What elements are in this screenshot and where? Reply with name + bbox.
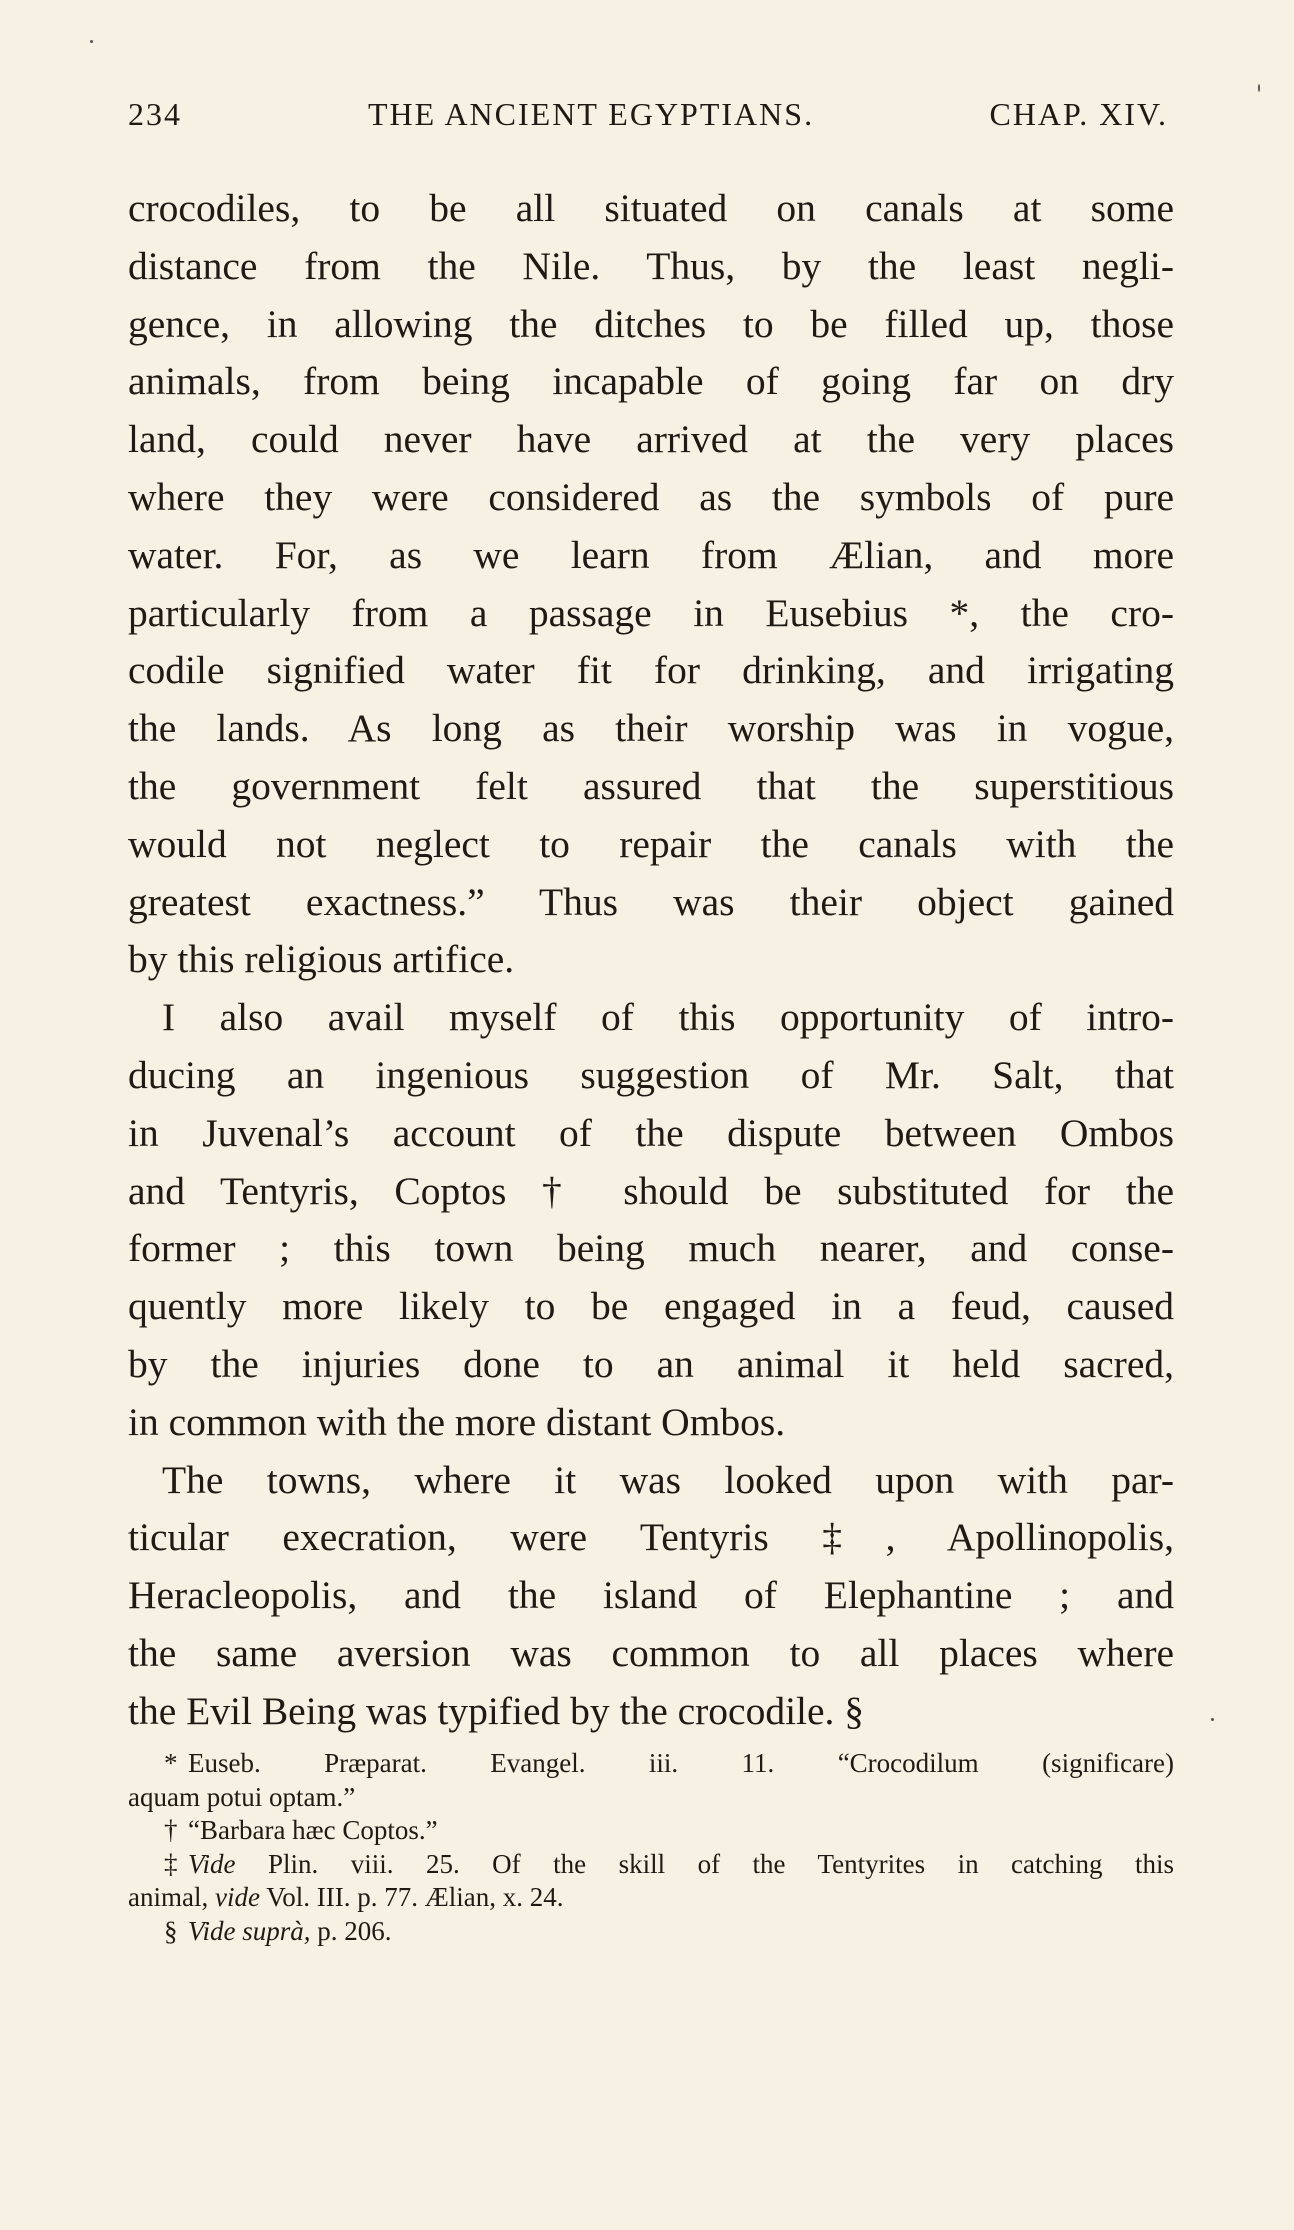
footnote-1 xyxy=(128,1747,1174,1781)
text-line: the Evil Being was typified by the crocodile. § xyxy=(128,1688,865,1733)
text-line: water. For, as we learn from Ælian, and more xyxy=(128,532,1174,577)
footnote-text: Vol. III. p. 77. Ælian, x. 24. xyxy=(259,1882,564,1912)
text-line: greatest exactness.” Thus was their object gained xyxy=(128,879,1174,924)
footnote-mark: ‡ xyxy=(164,1848,178,1879)
footnote-text: “Barbara hæc Coptos.” xyxy=(188,1815,438,1845)
footnote-2 xyxy=(128,1814,1174,1848)
footnote-4 xyxy=(128,1915,1174,1949)
text-line: gence, in allowing the ditches to be filled up, those xyxy=(128,301,1174,346)
text-line: Heracleopolis, and the island of Elephantine ; and xyxy=(128,1573,1174,1618)
footnote-mark: § xyxy=(164,1915,178,1946)
text-line: codile signified water fit for drinking, and irrigating xyxy=(128,648,1174,693)
footnote-text: p. 206. xyxy=(310,1915,392,1946)
text-line: in common with the more distant Ombos. xyxy=(128,1399,786,1444)
text-line: former ; this town being much nearer, and conse- xyxy=(128,1226,1174,1271)
text-line: where they were considered as the symbols of pure xyxy=(128,474,1174,519)
text-line: crocodiles, to be all situated on canals at some xyxy=(128,186,1174,230)
text-line: by this religious artifice. xyxy=(128,937,515,982)
footnote-mark: † xyxy=(164,1815,178,1845)
body-text xyxy=(128,180,1174,1741)
footnote-3 xyxy=(128,1848,1174,1882)
footnote-mark: * xyxy=(164,1748,178,1778)
footnote-text: animal, xyxy=(128,1882,215,1912)
text-line: the government felt assured that the superstitious xyxy=(128,763,1174,808)
footnote-text: Plin. viii. 25. Of the skill of the Tentyrites in catching this xyxy=(235,1848,1174,1879)
text-line: in Juvenal’s account of the dispute between Ombos xyxy=(128,1110,1174,1155)
footnote-3-continued xyxy=(128,1881,1174,1915)
chapter-label: CHAP. XIV. xyxy=(989,96,1168,132)
text-line: ducing an ingenious suggestion of Mr. Salt, that xyxy=(128,1052,1174,1097)
text-line: ticular execration, were Tentyris ‡, Apollinopolis, xyxy=(128,1515,1174,1560)
print-speck xyxy=(90,40,93,43)
text-line: distance from the Nile. Thus, by the least negli- xyxy=(128,243,1174,288)
text-line: and Tentyris, Coptos † should be substituted for the xyxy=(128,1168,1174,1213)
footnote-1-continued: aquam potui optam.” xyxy=(128,1781,356,1812)
text-line: quently more likely to be engaged in a feud, caused xyxy=(128,1284,1174,1329)
footnotes xyxy=(128,1747,1174,1948)
text-line: land, could never have arrived at the very places xyxy=(128,417,1174,462)
text-line: the lands. As long as their worship was in vogue, xyxy=(128,706,1174,751)
footnote-text: Euseb. Præparat. Evangel. iii. 11. “Crocodilum (significare) xyxy=(188,1748,1174,1778)
running-title: THE ANCIENT EGYPTIANS. xyxy=(368,96,815,132)
footnote-italic: Vide xyxy=(188,1848,236,1879)
text-line: by the injuries done to an animal it held sacred, xyxy=(128,1341,1174,1386)
footnote-italic: vide xyxy=(214,1882,260,1912)
running-header xyxy=(128,96,1168,146)
text-line: animals, from being incapable of going far on dry xyxy=(128,359,1174,404)
footnote-italic: Vide suprà, xyxy=(188,1915,311,1946)
page-number: 234 xyxy=(128,96,182,132)
text-line: the same aversion was common to all places where xyxy=(128,1630,1174,1675)
text-line: The towns, where it was looked upon with par- xyxy=(162,1457,1174,1502)
text-line: would not neglect to repair the canals with the xyxy=(128,821,1174,866)
text-line: I also avail myself of this opportunity of intro- xyxy=(162,995,1174,1040)
print-speck xyxy=(1258,84,1260,92)
text-line: particularly from a passage in Eusebius *, the cro- xyxy=(128,590,1174,635)
print-speck xyxy=(1211,1718,1214,1721)
